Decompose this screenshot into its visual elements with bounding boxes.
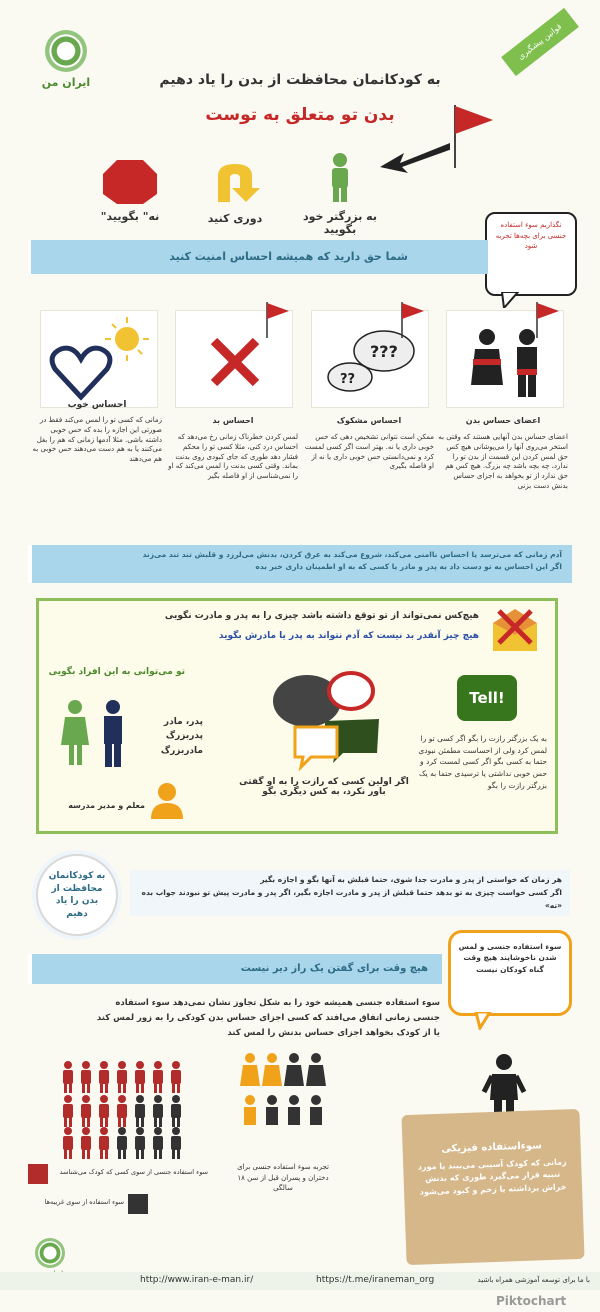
teacher-icon (147, 779, 187, 819)
parents-icon (49, 697, 139, 769)
card-title: احساس بد (212, 416, 254, 425)
people-list: پدر، مادر پدربزرگ مادربزرگ (160, 717, 203, 756)
feel-safe-banner: شما حق دارید که همیشه احساس امنیت کنید (28, 240, 488, 274)
badge-text: به کودکانمان محافظت از بدن را یاد دهیم (48, 871, 106, 919)
people-row-mixed (240, 1052, 330, 1142)
orange-speech-bubble (448, 930, 572, 1016)
card-title: احساس مشکوک (336, 416, 402, 425)
heart-sun-icon (41, 311, 159, 409)
telegram-link[interactable]: https://t.me/iraneman_org (316, 1275, 435, 1285)
separation-line-2: اگر کسی خواست چیزی به تو بدهد حتما قبلش از پدر و مادرت اجازه بگیر، اگر پدر و مادرت پیش تو نبودند جواب بده «نه» (141, 887, 562, 910)
girls-boys-icon (240, 1052, 330, 1142)
card-body: اعضای حساس بدن آنهایی هستند که وقتی به استخر می‌روی آنها را می‌پوشانی هیچ کس حق لمس کردن این قسمت از بدن تو را ندارد، چه بچه باشد چه بزرگ. هیچ کس هم حق ندارد از تو بخواهد به اجزای حساس بدنش دست بزنی (438, 433, 568, 490)
card-body: زمانی که کسی تو را لمس می‌کند فقط در صورتی این اجازه را بده که حس خوبی داشته باشی. مثلا آدمها زمانی که هم را بغل می‌کنند یا به هم دست می‌دهند حس خوبی به هم می‌دهند (32, 416, 162, 464)
arrow-icon (380, 135, 450, 175)
legend-known-label: سوء استفاده جنسی از سوی کسی که کودک می‌شناسد (59, 1168, 208, 1176)
logo-text: ایران من (41, 76, 91, 89)
fear-line-2: اگر این احساس به تو دست داد به پدر و مادر یا کسی که به او اطمینان داری خبر بده (255, 562, 562, 571)
physical-abuse-panel (401, 1109, 584, 1265)
page-title: بدن تو متعلق به توست (205, 105, 395, 125)
rule-label: دوری کنید (207, 212, 263, 225)
rule-label: "نه" بگویید (100, 210, 160, 223)
legend-known (28, 1164, 208, 1184)
if-first-text: اگر اولین کسی که رازت را به او گفتی باور نکرد، به کس دیگری بگو (239, 777, 409, 797)
legend-stranger (28, 1194, 208, 1214)
flag-icon (398, 300, 428, 340)
join-text: با ما برای توسعه آموزشی همراه باشید (477, 1276, 590, 1284)
stop-octagon-icon (85, 158, 175, 204)
physical-title: سوءاستفاده فیزیکی (441, 1140, 543, 1155)
teacher-label: معلم و مدیر مدرسه (68, 801, 145, 810)
circle-badge (36, 854, 118, 936)
card-body: لمس کردن خطرناک زمانی رخ می‌دهد که احساس درد کنی، مثلا کسی تو را محکم فشار دهد طوری که جای کبودی روی بدنت بماند. وقتی کسی بدنت را لمس می‌کند که او را نمی‌شناسی از او فاصله بگیر (168, 433, 298, 481)
card-good-feeling (40, 310, 158, 408)
flag-icon (445, 100, 495, 170)
tell-section (36, 598, 558, 834)
flag-icon (263, 300, 293, 340)
separation-section (130, 870, 570, 916)
abuse-text: سوء استفاده جنسی همیشه خود را به شکل تجاوز نشان نمی‌دهد سوء استفاده جنسی زمانی اتفاق می‌افتد که کسی اجزای حساس بدن کودکی را به زور لمس کند یا از کودک بخواهد اجزای حساس بدنش را لمس کند (96, 998, 440, 1038)
tell-list-text: به یک بزرگتر رازت را بگو اگر کسی تو را لمس کرد ولی از احساست مطمئن نبودی حتما به کسی بگو اگر کسی لمست کرد و حس خوبی نداشتی یا ترسیدی حتما به یک بزرگتر رازت را بگو (418, 734, 547, 790)
orange-bubble-text: سوء استفاده جنسی و لمس شدن ناخوشایند هیچ وقت گناه کودکان نیست (458, 942, 562, 974)
card-text-0 (438, 416, 568, 492)
speech-bubble-top (485, 212, 577, 296)
flower-logo-icon (35, 1238, 65, 1268)
bubble-tail (500, 292, 520, 308)
rule-tell-elder (295, 150, 385, 236)
people-grid-red (60, 1060, 200, 1160)
legend-swatch-dark (128, 1194, 148, 1214)
piktochart-brand: Piktochart (496, 1294, 567, 1308)
feelings-section (28, 310, 572, 520)
separation-line-1: هر زمان که خواستی از پدر و مادرت جدا شوی، حتما قبلش به آنها بگو و اجازه بگیر (260, 875, 562, 884)
tell-title-1: هیچ‌کس نمی‌تواند از تو توقع داشته باشد چیزی را به پدر و مادرت نگویی (164, 611, 479, 621)
legend-swatch-red (28, 1164, 48, 1184)
rule-say-no (85, 158, 175, 223)
fear-line-1: آدم زمانی که می‌ترسد یا احساس ناامنی می‌کند، شروع می‌کند به عرق کردن، بدنش می‌لرزد و قلبش تند تند می‌زند (142, 550, 562, 559)
website-link[interactable]: http://www.iran-e-man.ir/ (140, 1275, 254, 1285)
svg-text:???: ??? (370, 342, 398, 361)
fear-banner (28, 545, 572, 583)
flower-logo-icon (45, 30, 87, 72)
tell-title-2: هیچ چیز آنقدر بد نیست که آدم نتواند به پدر یا مادرش بگوید (218, 631, 479, 641)
people-grid-icon (60, 1060, 200, 1160)
chat-bubbles-icon (255, 665, 395, 775)
card-text-2 (168, 416, 298, 482)
card-body: ممکن است نتوانی تشخیص دهی که حس خوبی داری یا نه. بهتر است اگر کسی لمست کرد و نمی‌دانستی حس خوبی داری یا نه از او فاصله بگیری (304, 433, 434, 471)
svg-text:??: ?? (340, 372, 356, 387)
rule-stay-away (190, 160, 280, 225)
never-late-banner: هیچ وقت برای گفتن یک راز دیر نیست (28, 954, 442, 984)
header-logo (36, 30, 96, 89)
u-turn-icon (190, 160, 280, 204)
bubble-text: نگذاریم سوء استفاده جنسی برای بچه‌ها تجربه شود (495, 221, 567, 250)
person-green-icon (295, 150, 385, 202)
secret-box-icon (485, 605, 545, 655)
bubble-tail (474, 1012, 494, 1030)
card-text-1 (304, 416, 434, 472)
can-tell-heading: تو می‌توانی به این افراد بگویی (48, 667, 185, 677)
header-subtitle: به کودکانمان محافظت از بدن را یاد دهیم (159, 72, 441, 88)
physical-text: زمانی که کودک آسیبی می‌بیند یا مورد تنبیه قرار می‌گیرد طوری که بدنش خراش برداشته یا زخم و کبود می‌شود (417, 1157, 567, 1197)
card-title: احساس خوب (67, 400, 127, 410)
flag-icon (533, 300, 563, 340)
tell-sign-icon: Tell! (457, 675, 517, 721)
ribbon: قوانین پیشگیری (501, 8, 579, 76)
stat-text: تجربه سوء استفاده جنسی برای دختران و پسران قبل از سن ۱۸ سالگی (237, 1163, 329, 1192)
card-title: اعضای حساس بدن (465, 416, 541, 425)
legend-stranger-label: سوء استفاده از سوی غریبه‌ها (44, 1198, 124, 1206)
card-text-3 (32, 400, 162, 465)
rule-label: به بزرگتر خود بگویید (303, 210, 377, 236)
